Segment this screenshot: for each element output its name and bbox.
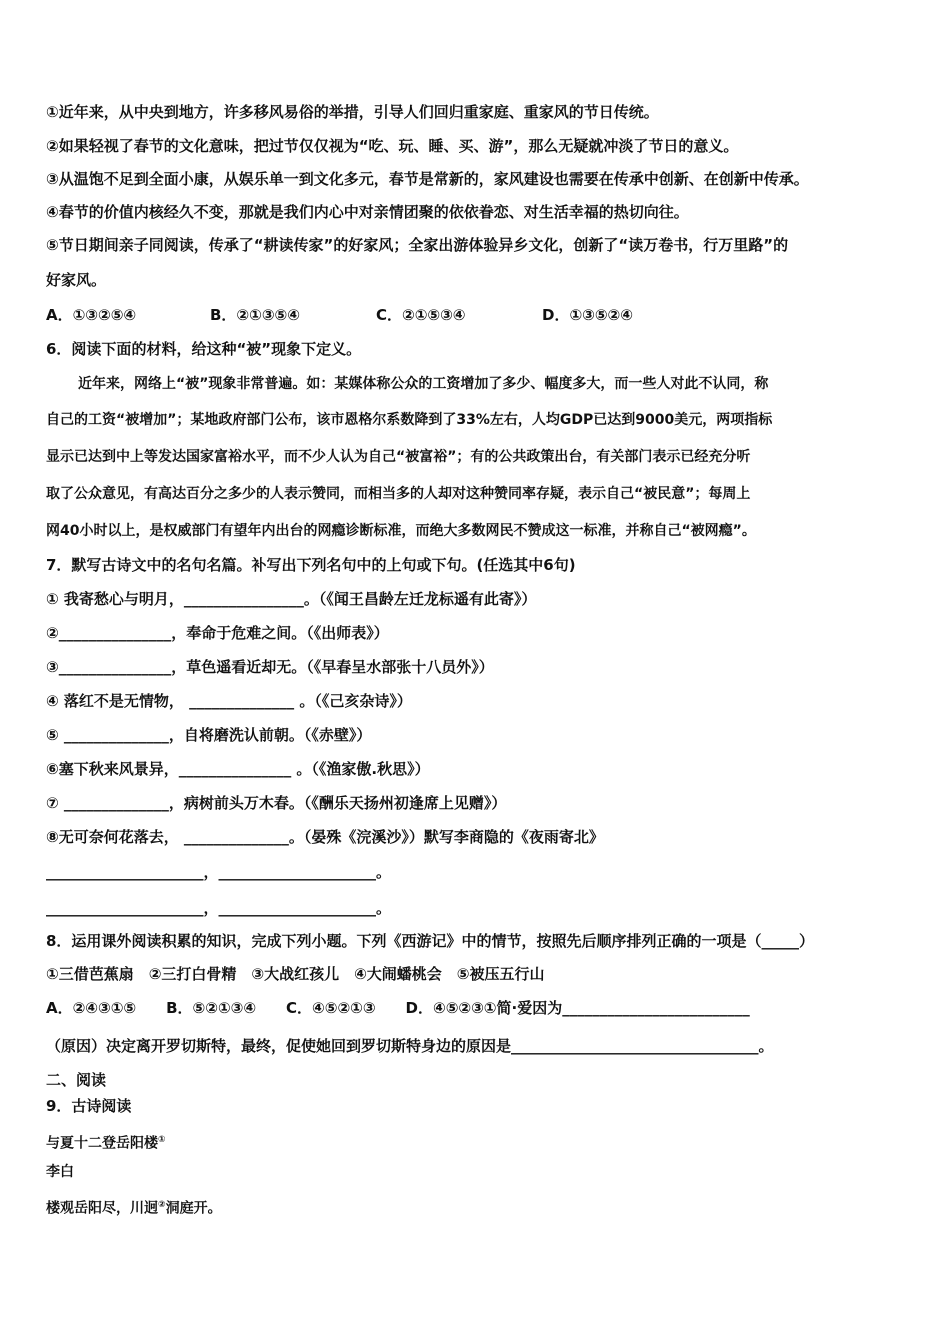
poem-author: 李白 <box>46 1164 74 1180</box>
q7-answer-blank: _____________________，_____________________。 <box>46 863 392 881</box>
q8-stem: 8．运用课外阅读积累的知识，完成下列小题。下列《西游记》中的情节，按照先后顺序排列正确的一项是（_____） <box>46 932 814 950</box>
poem-title <box>46 1130 166 1154</box>
poem-line <box>46 1195 222 1219</box>
q8-events: ①三借芭蕉扇 ②三打白骨精 ③大战红孩儿 ④大闹蟠桃会 ⑤被压五行山 <box>46 965 545 983</box>
footnote-mark: ① <box>158 1135 166 1145</box>
q6-passage-line: 自己的工资“被增加”；某地政府部门公布，该市恩格尔系数降到了33%左右，人均GDP已达到9000美元，两项指标 <box>46 412 773 428</box>
q6-passage-line: 近年来，网络上“被”现象非常普遍。如：某媒体称公众的工资增加了多少、幅度多大，而一些人对此不认同，称 <box>78 376 769 392</box>
q5-option-c: C．②①⑤③④ <box>376 306 466 324</box>
q5-statement-1: ①近年来，从中央到地方，许多移风易俗的举措，引导人们回归重家庭、重家风的节日传统。 <box>46 103 659 121</box>
q5-statement-5: ⑤节日期间亲子同阅读，传承了“耕读传家”的好家风；全家出游体验异乡文化，创新了“读万卷书，行万里路”的 <box>46 236 789 254</box>
q7-item: ⑦ ______________，病树前头万木春。（《酬乐天扬州初逢席上见赠》） <box>46 794 507 812</box>
section-heading: 二、阅读 <box>46 1071 107 1089</box>
poem-line-part: 楼观岳阳尽，川迥 <box>46 1200 158 1217</box>
q7-item: ⑥塞下秋来风景异，_______________ 。（《渔家傲.秋思》） <box>46 760 430 778</box>
q8-jane-eyre-line: （原因）决定离开罗切斯特，最终，促使她回到罗切斯特身边的原因是_________________________________。 <box>46 1037 774 1055</box>
q7-item: ① 我寄愁心与明月，________________。（《闻王昌龄左迁龙标遥有此寄》） <box>46 590 537 608</box>
q7-item: ④ 落红不是无情物， ______________ 。（《己亥杂诗》） <box>46 692 412 710</box>
q5-statement-2: ②如果轻视了春节的文化意味，把过节仅仅视为“吃、玩、睡、买、游”，那么无疑就冲淡了节日的意义。 <box>46 137 739 155</box>
q5-option-b: B．②①③⑤④ <box>210 306 300 324</box>
q7-item: ③_______________，草色遥看近却无。（《早春呈水部张十八员外》） <box>46 658 494 676</box>
poem-line-part: 洞庭开。 <box>165 1200 222 1217</box>
poem-title-text: 与夏十二登岳阳楼 <box>46 1135 158 1152</box>
q8-options: A．②④③①⑤ B．⑤②①③④ C．④⑤②①③ D．④⑤②③①简·爱因为_________________________ <box>46 999 750 1017</box>
q5-statement-3: ③从温饱不足到全面小康，从娱乐单一到文化多元，春节是常新的，家风建设也需要在传承中创新、在创新中传承。 <box>46 170 809 188</box>
q7-answer-blank: _____________________，_____________________。 <box>46 899 392 917</box>
q5-statement-5-cont: 好家风。 <box>46 271 107 289</box>
q7-item: ⑤ ______________，自将磨洗认前朝。（《赤壁》） <box>46 726 372 744</box>
footnote-mark: ② <box>158 1200 166 1210</box>
q5-statement-4: ④春节的价值内核经久不变，那就是我们内心中对亲情团聚的依依眷恋、对生活幸福的热切向往。 <box>46 203 689 221</box>
q9-stem: 9．古诗阅读 <box>46 1097 132 1115</box>
q5-option-d: D．①③⑤②④ <box>542 306 633 324</box>
q6-passage-line: 网40小时以上，是权威部门有望年内出台的网瘾诊断标准，而绝大多数网民不赞成这一标准，并称自己“被网瘾”。 <box>46 523 756 539</box>
q5-option-a: A．①③②⑤④ <box>46 306 137 324</box>
q6-passage-line: 显示已达到中上等发达国家富裕水平，而不少人认为自己“被富裕”；有的公共政策出台，有关部门表示已经充分听 <box>46 449 751 465</box>
q7-item: ⑧无可奈何花落去， ______________。（晏殊《浣溪沙》）默写李商隐的《夜雨寄北》 <box>46 828 604 846</box>
q6-stem: 6．阅读下面的材料，给这种“被”现象下定义。 <box>46 340 362 358</box>
q7-item: ②_______________，奉命于危难之间。（《出师表》） <box>46 624 389 642</box>
q6-passage-line: 取了公众意见，有高达百分之多少的人表示赞同，而相当多的人却对这种赞同率存疑，表示自己“被民意”；每周上 <box>46 486 751 502</box>
q7-stem: 7．默写古诗文中的名句名篇。补写出下列名句中的上句或下句。(任选其中6句) <box>46 556 576 574</box>
